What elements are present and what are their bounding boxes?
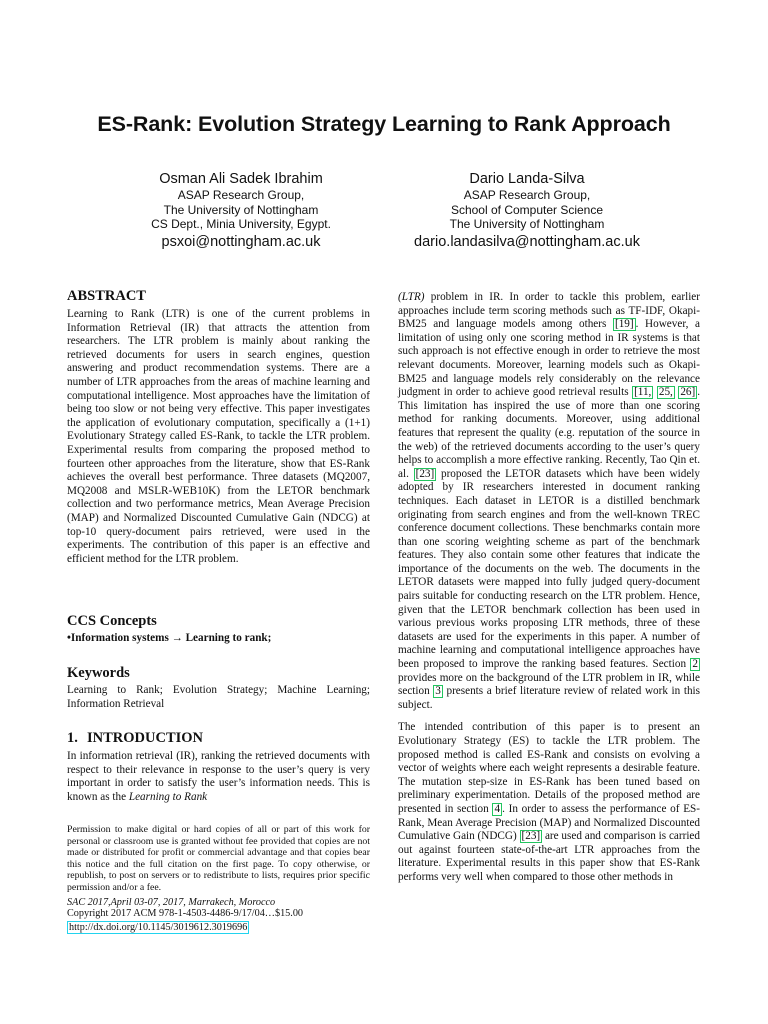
author-affiliation-line: ASAP Research Group, [177, 188, 305, 202]
paragraph-text: proposed the LETOR datasets which have been widely adopted by IR researchers interested in document ranking techniques. Each dataset in LETOR is a distilled benchmark originating from search engines and from the well-known TREC conference document collections. These benchmarks contain more than one scoring weighting scheme as part of the benchmark features. They also contain some other features that indicate the importance of the documents on the web. The documents in the LETOR datasets were mapped into fully judged query-document pairs suitable for conducting research on the LTR problem. Hence, given that the LETOR benchmark collection has been used in various previous works proposing LTR methods, three of these datasets are used for the experiments in this paper. A number of machine learning and computational intelligence approaches have been proposed to improve the ranking based features. Section [398, 467, 701, 671]
section-link[interactable]: 4 [494, 802, 501, 815]
citation-link[interactable]: [11, [634, 386, 652, 399]
author-email: dario.landasilva@nottingham.ac.uk [414, 233, 640, 250]
paragraph-text: provides more on the background of the LTR problem in IR, while section [398, 671, 700, 698]
ccs-heading: CCS Concepts [67, 613, 157, 629]
paragraph-text: presents a brief literature review of related work in this subject. [398, 685, 700, 711]
permission-text: Permission to make digital or hard copies of all or part of this work for personal or classroom use is granted without fee provided that copies are not made or distributed for profit or commercial advantage and that copies bear this notice and the full citation on the first page. To copy otherwise, or republish, to post on servers or to redistribute to lists, requires prior specific permission and/or a fee. [67, 824, 370, 893]
intro-text-part: In information retrieval (IR), ranking the retrieved documents with respect to their relevance in response to the user’s query is very important in order to satisfy the user’s information needs. This is known as the [67, 750, 370, 803]
introduction-text [67, 750, 370, 804]
section-title: INTRODUCTION [87, 730, 204, 746]
author-affiliation-line: School of Computer Science [450, 202, 604, 217]
doi-link[interactable]: http://dx.doi.org/10.1145/3019612.3019696 [69, 921, 248, 933]
intro-italic-term: Learning to Rank [128, 790, 208, 803]
permission-footnote [67, 824, 370, 934]
ccs-concepts [67, 632, 370, 646]
paragraph-text: are used and comparison is carried out against fourteen state-of-the-art LTR approaches from the literature. Experimental results in this paper show that ES-Rank performs very well when compared to those other methods in [398, 830, 700, 883]
arrow-icon: → [171, 632, 183, 644]
ccs-section [67, 612, 370, 646]
ltr-italic: (LTR) [398, 291, 425, 303]
ccs-concept: Information systems [70, 632, 169, 644]
citation-link[interactable]: [19] [614, 318, 634, 331]
section-link[interactable]: 2 [692, 658, 698, 671]
paragraph-text: problem in IR. In order to tackle this problem, earlier approaches include term scoring methods such as TF-IDF, Okapi-BM25 and language models among others [398, 291, 700, 331]
ccs-bullet: • [67, 632, 71, 644]
paragraph-text: . However, a limitation of using only one scoring method in IR systems is that such approach is not effective enough in order to retrieve the most relevant documents. Moreover, learning models such as Okapi-BM25 and language models rely considerably on the relevance judgment in order to achieve good retrieval results [398, 318, 700, 399]
keywords-heading: Keywords [67, 665, 130, 681]
keywords-section [67, 664, 370, 711]
right-column [398, 291, 700, 931]
venue-text: SAC 2017,April 03-07, 2017, Marrakech, Morocco [67, 896, 276, 908]
paragraph-text: . This limitation has inspired the use of more than one scoring method for ranking documents. Moreover, using additional features that represent the quality (e.g. reputation of the source in the web) of the retrieved documents according to the user’s query helps to accomplish a more effective ranking. Recently, Tao Qin et. al. [398, 386, 701, 480]
left-column [67, 287, 370, 947]
citation-link[interactable]: [23] [415, 467, 435, 480]
introduction-section [67, 729, 370, 804]
citation-link[interactable]: 26] [680, 386, 696, 399]
author-name: Dario Landa-Silva [469, 171, 585, 187]
author-block-1 [96, 170, 386, 251]
abstract-text: Learning to Rank (LTR) is one of the current problems in Information Retrieval (IR) that attracts the attention from researchers. The LTR problem is mainly about ranking the retrieved documents for users in search engines, question answering and product recommendation systems. There are a number of LTR approaches from the areas of machine learning and computational intelligence. Most approaches have the limitation of being too slow or not being very effective. This paper investigates the application of evolutionary computation, specifically a (1+1) Evolutionary Strategy called ES-Rank, to tackle the LTR problem. Experimental results from comparing the proposed method to fourteen other approaches from the literature, show that ES-Rank achieves the overall best performance. Three datasets (MQ2007, MQ2008 and MSLR-WEB10K) from the LETOR benchmark collection and two performance metrics, Mean Average Precision (MAP) and Normalized Discounted Cumulative Gain (NDCG) at top-10 query-document pairs retrieved, were used in the experiments. The contribution of this paper is an effective and efficient method for the LTR problem. [67, 308, 370, 565]
author-affiliation-line: The University of Nottingham [163, 202, 319, 217]
intro-continued-paragraph [398, 291, 700, 712]
section-number: 1. [67, 730, 78, 746]
copyright-text: Copyright 2017 ACM 978-1-4503-4486-9/17/04…$15.00 [67, 908, 304, 920]
keywords-text: Learning to Rank; Evolution Strategy; Machine Learning; Information Retrieval [67, 684, 370, 710]
abstract-section [67, 287, 370, 566]
ccs-subconcept: Learning to rank; [185, 632, 272, 644]
contribution-paragraph [398, 721, 700, 884]
abstract-heading: ABSTRACT [67, 288, 146, 304]
citation-link[interactable]: [23] [521, 830, 541, 843]
section-link[interactable]: 3 [435, 685, 441, 698]
paragraph-text: . In order to assess the performance of ES-Rank, Mean Average Precision (MAP) and Normalized Discounted Cumulative Gain (NDCG) [398, 802, 700, 843]
paper-title: ES-Rank: Evolution Strategy Learning to Rank Approach [97, 112, 671, 136]
author-affiliation-line: The University of Nottingham [449, 217, 605, 231]
citation-link[interactable]: 25, [658, 386, 673, 399]
author-block-2 [382, 170, 672, 251]
author-email: psxoi@nottingham.ac.uk [161, 233, 321, 250]
introduction-heading [67, 729, 370, 747]
author-affiliation-line: ASAP Research Group, [463, 188, 591, 202]
author-name: Osman Ali Sadek Ibrahim [159, 171, 323, 187]
author-affiliation-line: CS Dept., Minia University, Egypt. [151, 217, 331, 231]
paragraph-text: The intended contribution of this paper is to present an Evolutionary Strategy (ES) to tackle the LTR problem. The proposed method is called ES-Rank and consists on evolving a vector of weights where each weight represents a desirable feature. The mutation step-size in ES-Rank has been tuned based on preliminary experimentation. Details of the proposed method are presented in section [398, 721, 700, 815]
